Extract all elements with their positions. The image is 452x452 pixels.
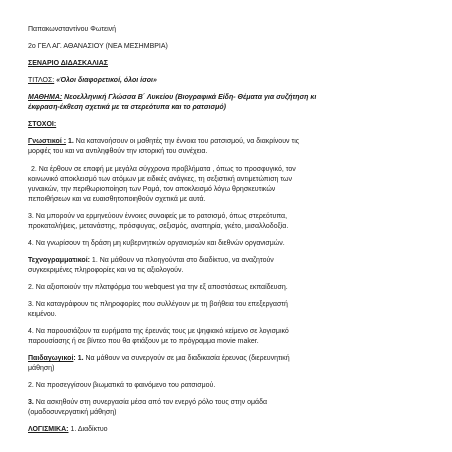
tech-label: Τεχνογραμματικοί: <box>28 257 90 264</box>
pedagogical-goal-3 <box>28 399 430 408</box>
pedagogical-num-1: 1. <box>77 355 84 362</box>
title-value: «Όλοι διαφορετικοί, όλοι ίσοι» <box>56 77 157 84</box>
tech-goal-4-line-1: 4. Να παρουσιάζουν τα ευρήματα της έρευνάς τους με ψηφιακό κείμενο σε λογισμικό <box>28 328 289 335</box>
tech-goal-1-cont: συγκεκριμένες πληροφορίες και να τις αξιολογούν. <box>28 267 184 274</box>
subject-line <box>28 94 430 103</box>
cognitive-goal-1-text: Να κατανοήσουν οι μαθητές την έννοια του ρατσισμού, να διακρίνουν τις <box>75 138 300 145</box>
cognitive-goal-2-line-2: κοινωνικό αποκλεισμό των ατόμων με ειδικές ανάγκες, τη σεξιστική αντιμετώπιση των <box>28 176 292 183</box>
tech-goal-1 <box>28 257 430 266</box>
scenario-heading: ΣΕΝΑΡΙΟ ΔΙΔΑΣΚΑΛΙΑΣ <box>28 60 108 67</box>
cognitive-goal-2-line-3: γυναικών, την περιθωριοποίηση των Ρομά, τον αποκλεισμό λόγω θρησκευτικών <box>28 186 276 193</box>
tech-goal-3-line-1: 3. Να καταγράφουν τις πληροφορίες που συλλέγουν με τη βοήθεια του επεξεργαστή <box>28 301 288 308</box>
cognitive-goal-2-line-1: 2. Να έρθουν σε επαφή με μεγάλα σύγχρονα προβλήματα , όπως το προσφυγικό, τον <box>31 166 296 173</box>
software-item-1: 1. Διαδίκτυο <box>70 426 108 433</box>
cognitive-num-1: 1. <box>68 138 74 145</box>
pedagogical-goal-1-cont: μάθηση) <box>28 365 55 372</box>
pedagogical-goal-1 <box>28 355 430 364</box>
software-line <box>28 426 430 435</box>
pedagogical-label: Παιδαγωγικοί <box>28 355 74 362</box>
cognitive-goal-3-line-2: προκαταλήψεις, μετανάστης, πρόσφυγας, σεξισμός, αναπηρία, γκέτο, μισαλλοδοξία. <box>28 223 289 230</box>
title-label: ΤΙΤΛΟΣ: <box>28 77 55 84</box>
cognitive-goal-3-line-1: 3. Να μπορούν να ερμηνεύουν έννοιες συναφείς με το ρατσισμό, όπως στερεότυπα, <box>28 213 288 220</box>
author-name: Παπακωνσταντίνου Φωτεινή <box>28 26 117 33</box>
software-label: ΛΟΓΙΣΜΙΚΑ: <box>28 426 69 433</box>
cognitive-goal-1-cont: μορφές του και να αντιληφθούν την ιστορική του συνέχεια. <box>28 148 208 155</box>
goals-heading: ΣΤΟΧΟΙ: <box>28 121 57 128</box>
cognitive-goal-4: 4. Να γνωρίσουν τη δράση μη κυβερνητικών οργανισμών και διεθνών οργανισμών. <box>28 240 285 247</box>
subject-text-2: έκφραση-έκθεση σχετικά με τα στερεότυπα και το ρατσισμό) <box>28 104 226 111</box>
tech-goal-3-line-2: κειμένου. <box>28 311 57 318</box>
pedagogical-goal-1-text: Να μάθουν να συνεργούν σε μια διαδικασία έρευνας (διερευνητική <box>85 355 290 362</box>
tech-goal-1-text: 1. Να μάθουν να πλοηγούνται στο διαδίκτυο, να αναζητούν <box>91 257 274 264</box>
cognitive-label: Γνωστικοί : <box>28 138 67 145</box>
tech-goal-2: 2. Να αξιοποιούν την πλατφόρμα του webquest για την εξ αποστάσεως εκπαίδευση. <box>28 284 288 291</box>
pedagogical-goal-3-text: Να ασκηθούν στη συνεργασία μέσα από τον ενεργό ρόλο τους στην ομάδα <box>35 399 268 406</box>
title-line <box>28 77 430 86</box>
pedagogical-goal-3-cont: (ομαδοσυνεργατική μάθηση) <box>28 409 117 416</box>
pedagogical-colon: : <box>73 355 76 362</box>
cognitive-goal-1 <box>28 138 430 147</box>
subject-label: ΜΑΘΗΜΑ: <box>28 94 63 101</box>
cognitive-goal-2-line-4: πεποιθήσεων και να ευαισθητοποιηθούν σχετικά με αυτά. <box>28 196 206 203</box>
tech-goal-4-line-2: παρουσίασης ή σε βίντεο που θα φτιάξουν με το πρόγραμμα movie maker. <box>28 338 259 345</box>
pedagogical-goal-2: 2. Να προσεγγίσουν βιωματικά το φαινόμενο του ρατσισμού. <box>28 382 216 389</box>
subject-text-1: Νεοελληνική Γλώσσα Β΄ Λυκείου (Βιογραφικά Είδη- Θέματα για συζήτηση κι <box>64 94 317 101</box>
school-name: 2ο ΓΕΛ ΑΓ. ΑΘΑΝΑΣΙΟΥ (ΝΕΑ ΜΕΣΗΜΒΡΙΑ) <box>28 43 168 50</box>
pedagogical-num-3: 3. <box>28 399 34 406</box>
